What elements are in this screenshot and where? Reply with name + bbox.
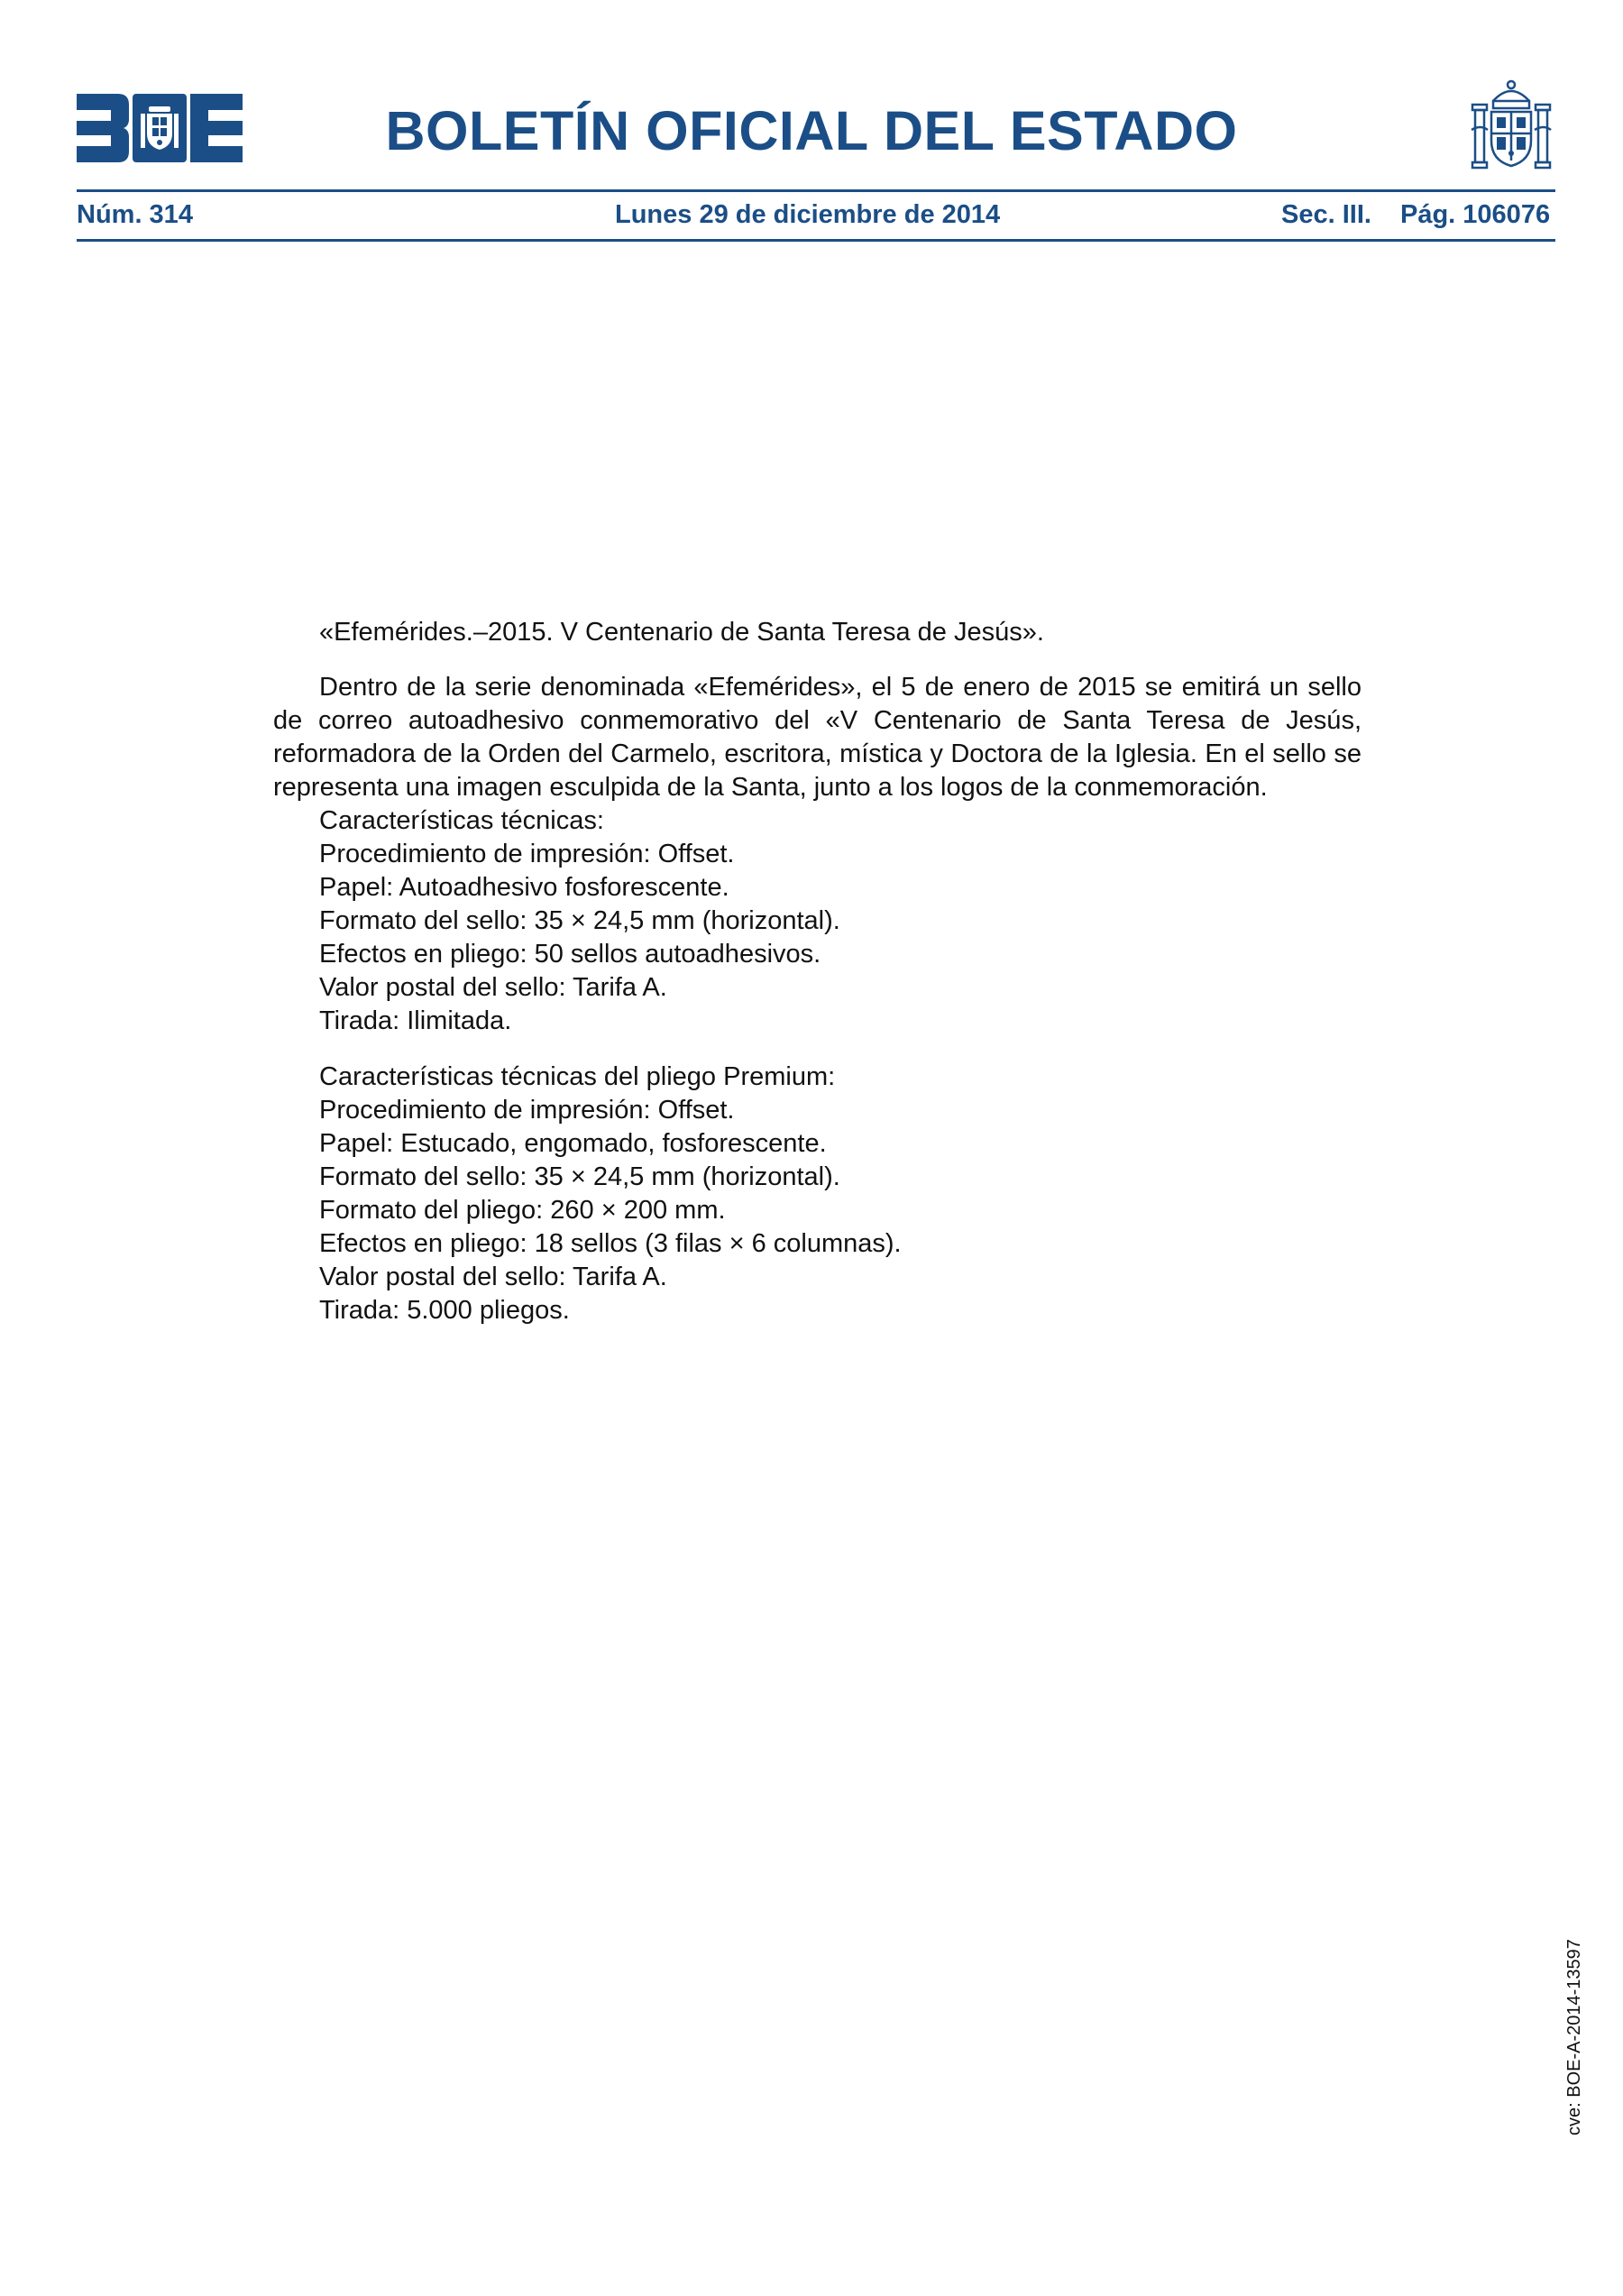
bulletin-title: BOLETÍN OFICIAL DEL ESTADO xyxy=(385,100,1238,161)
list-item: Formato del pliego: 260 × 200 mm. xyxy=(319,1196,726,1225)
list-item: Efectos en pliego: 18 sellos (3 filas × 6 columnas). xyxy=(319,1229,902,1258)
header-rule-top xyxy=(77,189,1555,192)
cve-code: cve: BOE-A-2014-13597 xyxy=(1564,1939,1584,2135)
tech-list xyxy=(273,838,1362,1038)
section-label: Sec. III. xyxy=(1281,200,1371,229)
list-item: Procedimiento de impresión: Offset. xyxy=(319,840,735,868)
document-body xyxy=(273,616,1362,1327)
list-item: Formato del sello: 35 × 24,5 mm (horizontal). xyxy=(319,906,840,935)
premium-list xyxy=(273,1094,1362,1327)
tech-heading: Características técnicas: xyxy=(319,806,604,835)
issue-date: Lunes 29 de diciembre de 2014 xyxy=(615,200,1001,229)
list-item: Tirada: 5.000 pliegos. xyxy=(319,1296,570,1325)
list-item: Efectos en pliego: 50 sellos autoadhesivos. xyxy=(319,940,821,969)
list-item: Valor postal del sello: Tarifa A. xyxy=(319,1263,667,1291)
document-heading: «Efemérides.–2015. V Centenario de Santa Teresa de Jesús». xyxy=(319,618,1044,647)
list-item: Tirada: Ilimitada. xyxy=(319,1006,512,1035)
coat-of-arms-icon xyxy=(1470,78,1553,175)
header-rule-bottom xyxy=(77,239,1555,242)
list-item: Formato del sello: 35 × 24,5 mm (horizontal). xyxy=(319,1162,840,1191)
premium-heading: Características técnicas del pliego Premium: xyxy=(319,1062,836,1091)
list-item: Valor postal del sello: Tarifa A. xyxy=(319,973,667,1002)
intro-paragraph: Dentro de la serie denominada «Efemérides», el 5 de enero de 2015 se emitirá un sello de correo autoadhesivo conmemorativo del «V Centenario de Santa Teresa de Jesús, reformadora de la Orden del Carmelo, escritora, mística y Doctora de la Iglesia. En el sello se representa una imagen esculpida de la Santa, junto a los logos de la conmemoración. xyxy=(273,673,1362,802)
boe-logo xyxy=(77,94,243,162)
page-number: Pág. 106076 xyxy=(1400,200,1551,229)
list-item: Papel: Estucado, engomado, fosforescente. xyxy=(319,1129,827,1158)
issue-number: Núm. 314 xyxy=(77,200,193,229)
list-item: Papel: Autoadhesivo fosforescente. xyxy=(319,873,729,902)
list-item: Procedimiento de impresión: Offset. xyxy=(319,1096,735,1125)
